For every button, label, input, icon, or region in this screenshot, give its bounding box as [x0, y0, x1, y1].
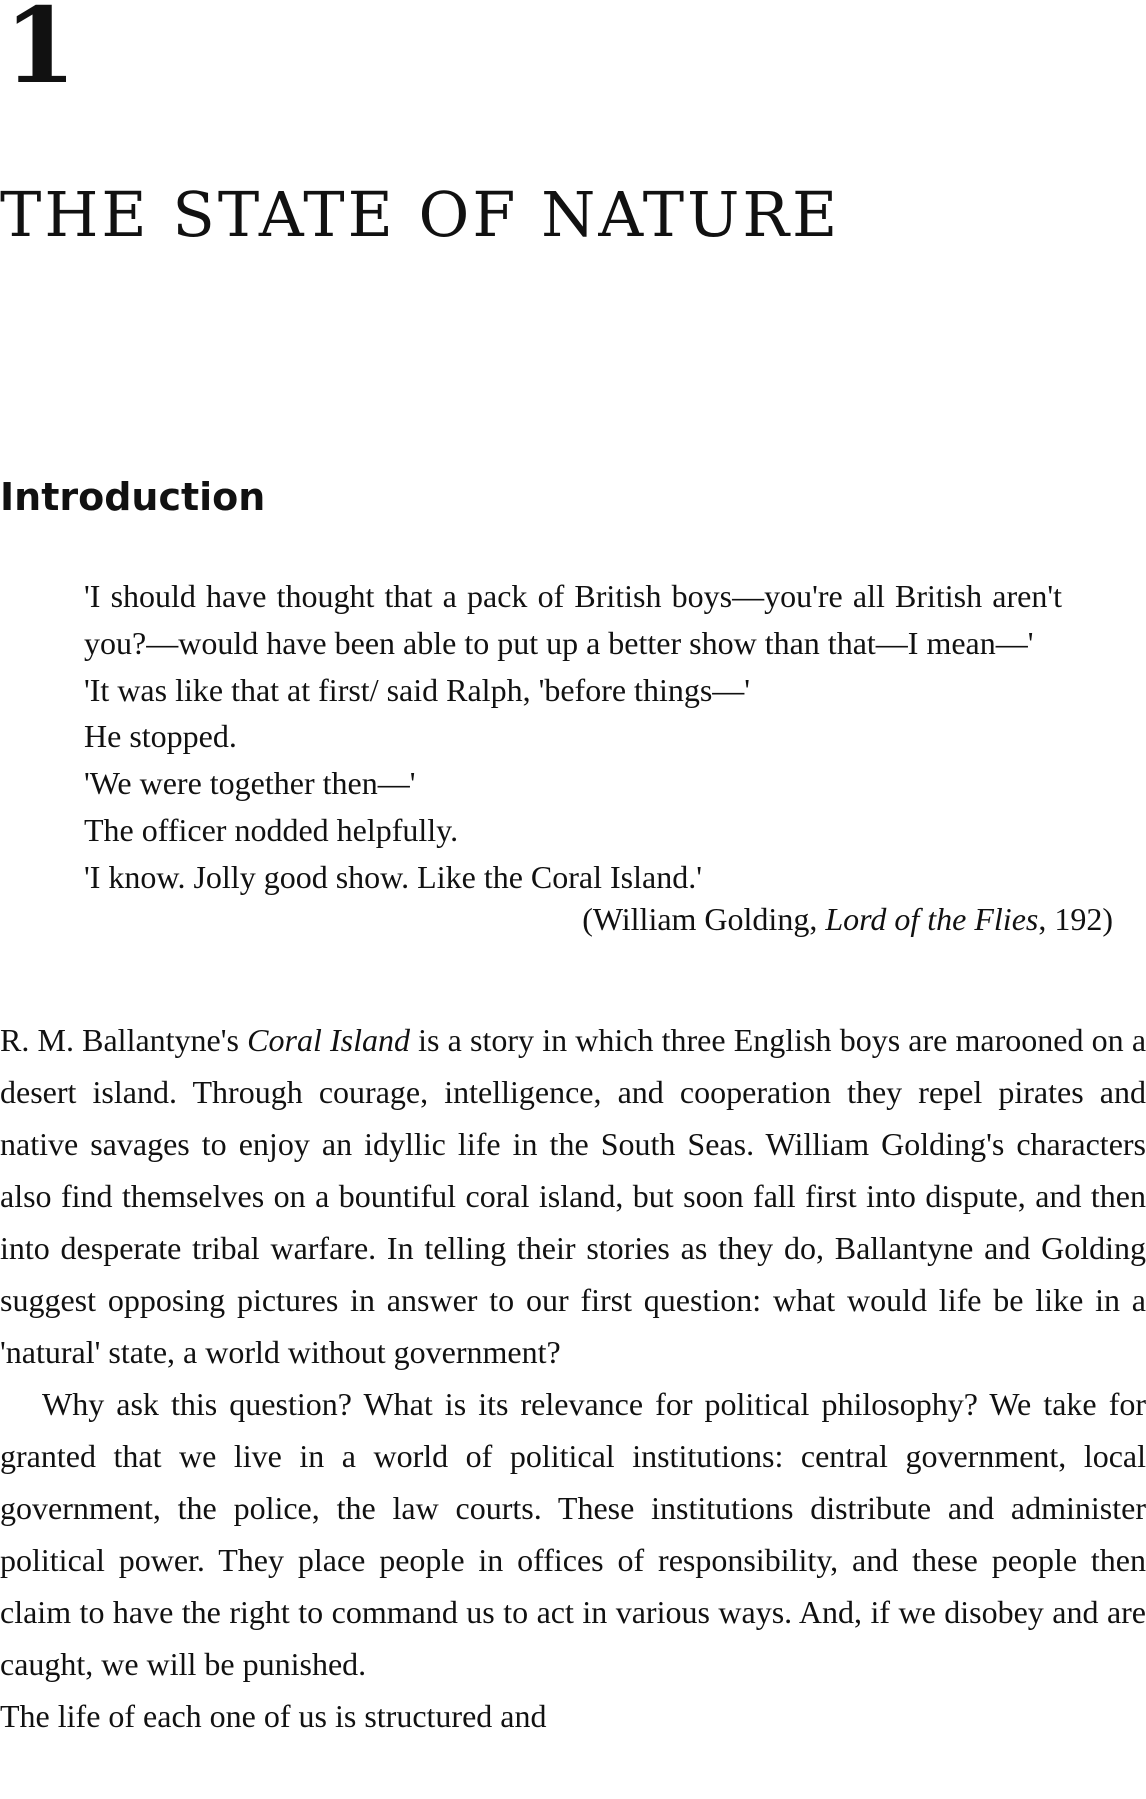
epigraph-line: He stopped. — [84, 718, 237, 755]
chapter-title: THE STATE OF NATURE — [0, 178, 841, 251]
paragraph-2-last-line: The life of each one of us is structured and — [0, 1698, 547, 1734]
citation-work-title: Lord of the Flies — [825, 900, 1039, 937]
paragraph-1-lead: R. M. Ballantyne's — [0, 1022, 248, 1058]
epigraph-line: 'I know. Jolly good show. Like the Coral Island.' — [84, 858, 702, 895]
epigraph-citation — [84, 901, 1113, 937]
paragraph-2: Why ask this question? What is its relevance for political philosophy? We take for granted that we live in a world of political institutions: central government, local government, the police, the law courts. These institutions distribute and administer political power. They place people in offices of responsibility, and these people then claim to have the right to command us to act in various ways. And, if we disobey and are caught, we will be punished. — [0, 1386, 1146, 1682]
book-title: Coral Island — [247, 1022, 410, 1058]
chapter-number: 1 — [4, 0, 77, 107]
citation-author: (William Golding, — [582, 900, 826, 937]
paragraph-1 — [0, 1014, 1146, 1378]
epigraph-line: 'It was like that at first/ said Ralph, 'before things—' — [84, 671, 751, 708]
citation-page: , 192) — [1038, 900, 1113, 937]
epigraph-line: The officer nodded helpfully. — [84, 811, 459, 848]
section-heading: Introduction — [0, 475, 266, 519]
paragraph-1-text: is a story in which three English boys are marooned on a desert island. Through courage, intelligence, and cooperation they repel pirates and native savages to enjoy an idyllic life in the South Seas. William Golding's characters also find themselves on a bountiful coral island, but soon fall first into dispute, and then into desperate tribal warfare. In telling their stories as they do, Ballantyne and Golding suggest opposing pictures in answer to our first question: what would life be like in a 'natural' state, a world without government? — [0, 1022, 1146, 1370]
epigraph-line: 'We were together then—' — [84, 765, 416, 802]
epigraph-line: 'I should have thought that a pack of British boys—you're all British aren't you?—would have been able to put up a better show than that—I mean—' — [84, 578, 1062, 661]
body-text — [0, 1014, 1146, 1742]
epigraph — [84, 573, 1113, 937]
